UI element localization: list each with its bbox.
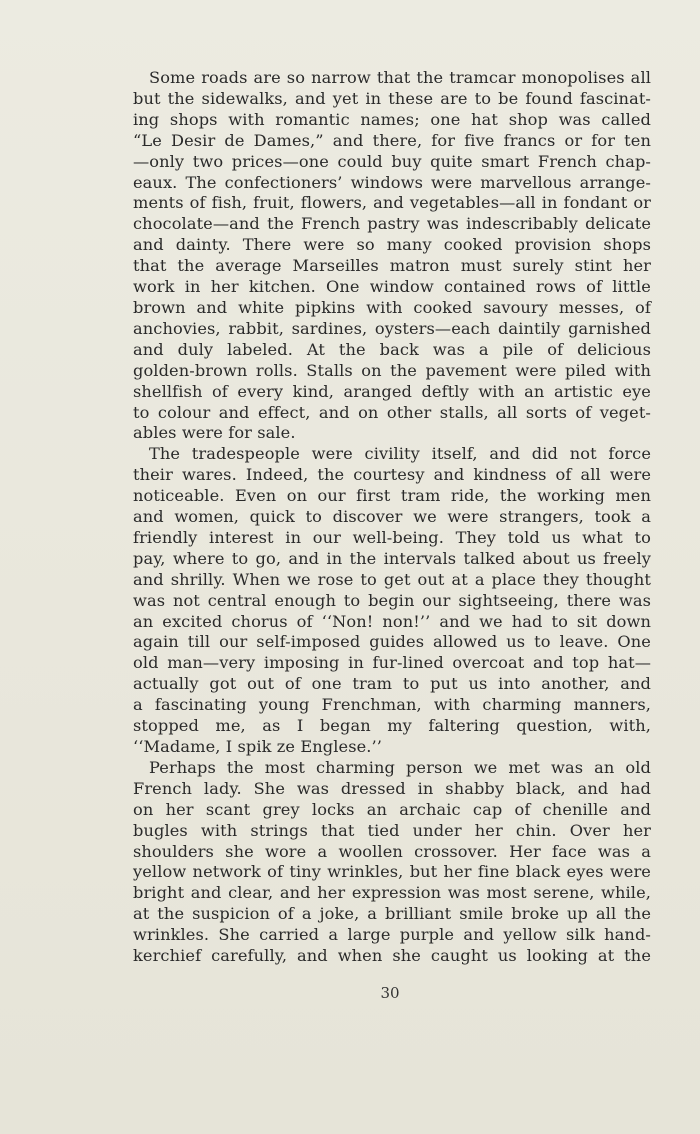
text-line: a fascinating young Frenchman, with charming manners, [133, 695, 651, 715]
text-line: shellfish of every kind, aranged deftly with an artistic eye [133, 381, 651, 401]
text-line: eaux. The confectioners’ windows were marvellous arrange- [133, 172, 651, 192]
text-line: shoulders she wore a woollen crossover. Her face was a [133, 841, 651, 861]
text-line: anchovies, rabbit, sardines, oysters—each daintily garnished [133, 318, 651, 338]
text-line: brown and white pipkins with cooked savoury messes, of [133, 297, 651, 317]
body-text [133, 68, 651, 967]
text-line: that the average Marseilles matron must surely stint her [133, 256, 651, 276]
text-line: on her scant grey locks an archaic cap of chenille and [133, 799, 651, 819]
text-line: friendly interest in our well-being. They told us what to [133, 527, 651, 547]
page-number: 30 [380, 984, 400, 1002]
text-line: golden-brown rolls. Stalls on the pavement were piled with [133, 360, 651, 380]
text-line: to colour and effect, and on other stalls, all sorts of veget- [133, 402, 651, 422]
text-line: —only two prices—one could buy quite smart French chap- [133, 151, 651, 171]
text-line: chocolate—and the French pastry was indescribably delicate [133, 214, 651, 234]
text-line: actually got out of one tram to put us into another, and [133, 674, 651, 694]
text-line: but the sidewalks, and yet in these are to be found fascinat- [133, 88, 651, 108]
text-line: kerchief carefully, and when she caught us looking at the [133, 946, 651, 966]
text-line: and duly labeled. At the back was a pile of delicious [133, 339, 651, 359]
text-line: ments of fish, fruit, flowers, and vegetables—all in fondant or [133, 193, 651, 213]
text-line: an excited chorus of ‘‘Non! non!’’ and we had to sit down [133, 611, 651, 631]
text-line: noticeable. Even on our first tram ride, the working men [133, 486, 651, 506]
text-line: at the suspicion of a joke, a brilliant smile broke up all the [133, 904, 651, 924]
paragraph-3 [133, 758, 651, 967]
text-line: old man—very imposing in fur-lined overcoat and top hat— [133, 653, 651, 673]
text-line: yellow network of tiny wrinkles, but her fine black eyes were [133, 862, 651, 882]
text-line: The tradespeople were civility itself, and did not force [149, 444, 651, 464]
paragraph-2 [133, 444, 651, 758]
text-line: French lady. She was dressed in shabby black, and had [133, 778, 651, 798]
text-line: bugles with strings that tied under her chin. Over her [133, 820, 651, 840]
paragraph-1 [133, 68, 651, 444]
text-line: stopped me, as I began my faltering question, with, [133, 716, 651, 736]
text-line: and women, quick to discover we were strangers, took a [133, 507, 651, 527]
text-line: Perhaps the most charming person we met was an old [149, 757, 651, 777]
text-line: Some roads are so narrow that the tramcar monopolises all [149, 68, 651, 87]
text-line: was not central enough to begin our sightseeing, there was [133, 590, 651, 610]
text-line: pay, where to go, and in the intervals talked about us freely [133, 548, 651, 568]
text-line: ‘‘Madame, I spik ze Englese.’’ [133, 737, 383, 756]
text-line: “Le Desir de Dames,” and there, for five francs or for ten [133, 130, 651, 150]
text-line: their wares. Indeed, the courtesy and kindness of all were [133, 465, 651, 485]
text-line: and shrilly. When we rose to get out at a place they thought [133, 569, 651, 589]
text-line: work in her kitchen. One window contained rows of little [133, 277, 651, 297]
text-line: wrinkles. She carried a large purple and yellow silk hand- [133, 925, 651, 945]
text-line: and dainty. There were so many cooked provision shops [133, 235, 651, 255]
text-line: ing shops with romantic names; one hat shop was called [133, 109, 651, 129]
text-line: ables were for sale. [133, 423, 296, 443]
text-line: bright and clear, and her expression was most serene, while, [133, 883, 651, 903]
text-line: again till our self-imposed guides allowed us to leave. One [133, 632, 651, 652]
